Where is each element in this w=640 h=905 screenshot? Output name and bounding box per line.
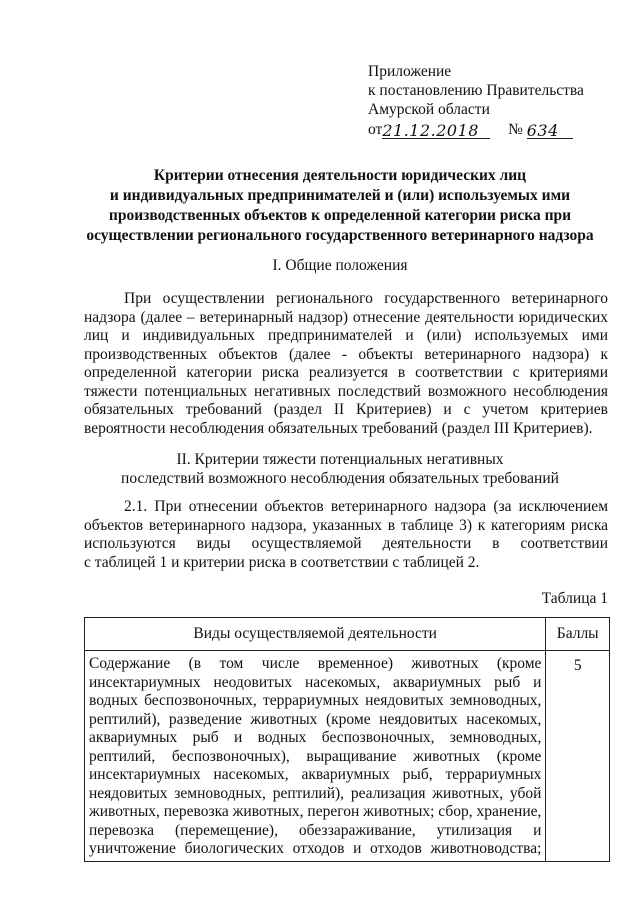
- table-1-caption: Таблица 1: [541, 590, 608, 607]
- table-header-row: [85, 618, 610, 651]
- column-header-activity: Виды осуществляемой деятельности: [85, 618, 546, 651]
- activity-line: инсектариумных насекомых, аквариумных рыб, террариумных: [89, 766, 542, 783]
- number-field: [527, 121, 573, 139]
- title-line: производственных объектов к определенной категории риска при: [108, 207, 572, 224]
- paragraph-line: используются виды осуществляемой деятельности в соответствии: [84, 535, 608, 552]
- appendix-date-number-line: [368, 120, 584, 139]
- paragraph-line: 2.1. При отнесении объектов ветеринарного надзора (за исключением: [124, 498, 608, 515]
- title-line: осуществлении регионального государственного ветеринарного надзора: [86, 227, 594, 244]
- paragraph-line: объектов ветеринарного надзора, указанных в таблице 3) к категориям риска: [84, 516, 608, 534]
- activity-line: уничтожение биологических отходов и отходов животноводства;: [89, 840, 542, 857]
- paragraph-line: обязательных требований (раздел II Критериев) и с учетом критериев: [84, 401, 608, 418]
- activity-line: рептилий), разведение животных (кроме неядовитых насекомых,: [89, 710, 542, 728]
- activity-line: перевозка (перемещение), обеззараживание, утилизация и: [89, 821, 542, 839]
- section-1-heading-text: I. Общие положения: [272, 257, 408, 274]
- paragraph-line: определенной категории риска реализуется в соответствии с критериями: [84, 364, 608, 381]
- handwritten-date: 21.12.2018: [382, 121, 479, 140]
- title-line: Критерии отнесения деятельности юридических лиц: [153, 167, 527, 184]
- paragraph-line: При осуществлении регионального государственного ветеринарного: [124, 290, 608, 307]
- handwritten-number: 634: [526, 121, 559, 140]
- section-1-heading: [70, 256, 610, 275]
- activity-line: Содержание (в том числе временное) животных (кроме: [89, 655, 542, 672]
- paragraph-line: вероятности несоблюдения обязательных требований (раздел III Критериев).: [84, 419, 593, 437]
- table-row: [85, 651, 610, 862]
- appendix-decree-line: к постановлению Правительства: [368, 82, 584, 99]
- number-prefix: №: [508, 121, 523, 138]
- paragraph-line: с таблицей 1 и критерии риска в соответствии с таблицей 2.: [84, 553, 480, 571]
- activity-line: рептилий, беспозвоночных), выращивание животных (кроме: [89, 747, 542, 765]
- appendix-label: Приложение: [368, 63, 452, 80]
- table-1: [84, 617, 610, 862]
- paragraph-line: лиц и индивидуальных предпринимателей и (или) используемых ими: [84, 327, 608, 344]
- activity-line: водных беспозвоночных, террариумных неядовитых земноводных,: [89, 692, 542, 709]
- document-title: [70, 166, 610, 246]
- paragraph-line: тяжести потенциальных негативных последствий возможного несоблюдения: [84, 382, 608, 400]
- score-cell: 5: [546, 651, 610, 862]
- activity-line: неядовитых земноводных, рептилий), реализация животных, убой: [89, 784, 542, 802]
- title-line: и индивидуальных предпринимателей и (или) используемых ими: [109, 187, 571, 204]
- section-2-heading-line: последствий возможного несоблюдения обязательных требований: [121, 470, 559, 487]
- column-header-score: Баллы: [546, 618, 610, 651]
- date-prefix: от: [368, 121, 383, 138]
- date-field: [382, 121, 490, 139]
- section-1-paragraph: [84, 290, 608, 438]
- appendix-block: [368, 62, 584, 139]
- paragraph-line: производственных объектов (далее - объекты ветеринарного надзора) к: [84, 345, 608, 363]
- section-2-heading-line: II. Критерии тяжести потенциальных негативных: [176, 451, 504, 468]
- activity-line: инсектариумных неодовитых насекомых, аквариумных рыб и: [89, 673, 542, 691]
- activity-line: животных, перевозка животных, перегон животных; сбор, хранение,: [89, 803, 542, 820]
- paragraph-line: надзора (далее – ветеринарный надзор) отнесение деятельности юридических: [84, 308, 608, 326]
- section-2-paragraph: [84, 498, 608, 572]
- activity-line: аквариумных рыб и водных беспозвоночных, земноводных,: [89, 729, 542, 746]
- appendix-region-line: Амурской области: [368, 101, 490, 118]
- section-2-heading: [70, 450, 610, 488]
- activity-cell: [85, 651, 546, 862]
